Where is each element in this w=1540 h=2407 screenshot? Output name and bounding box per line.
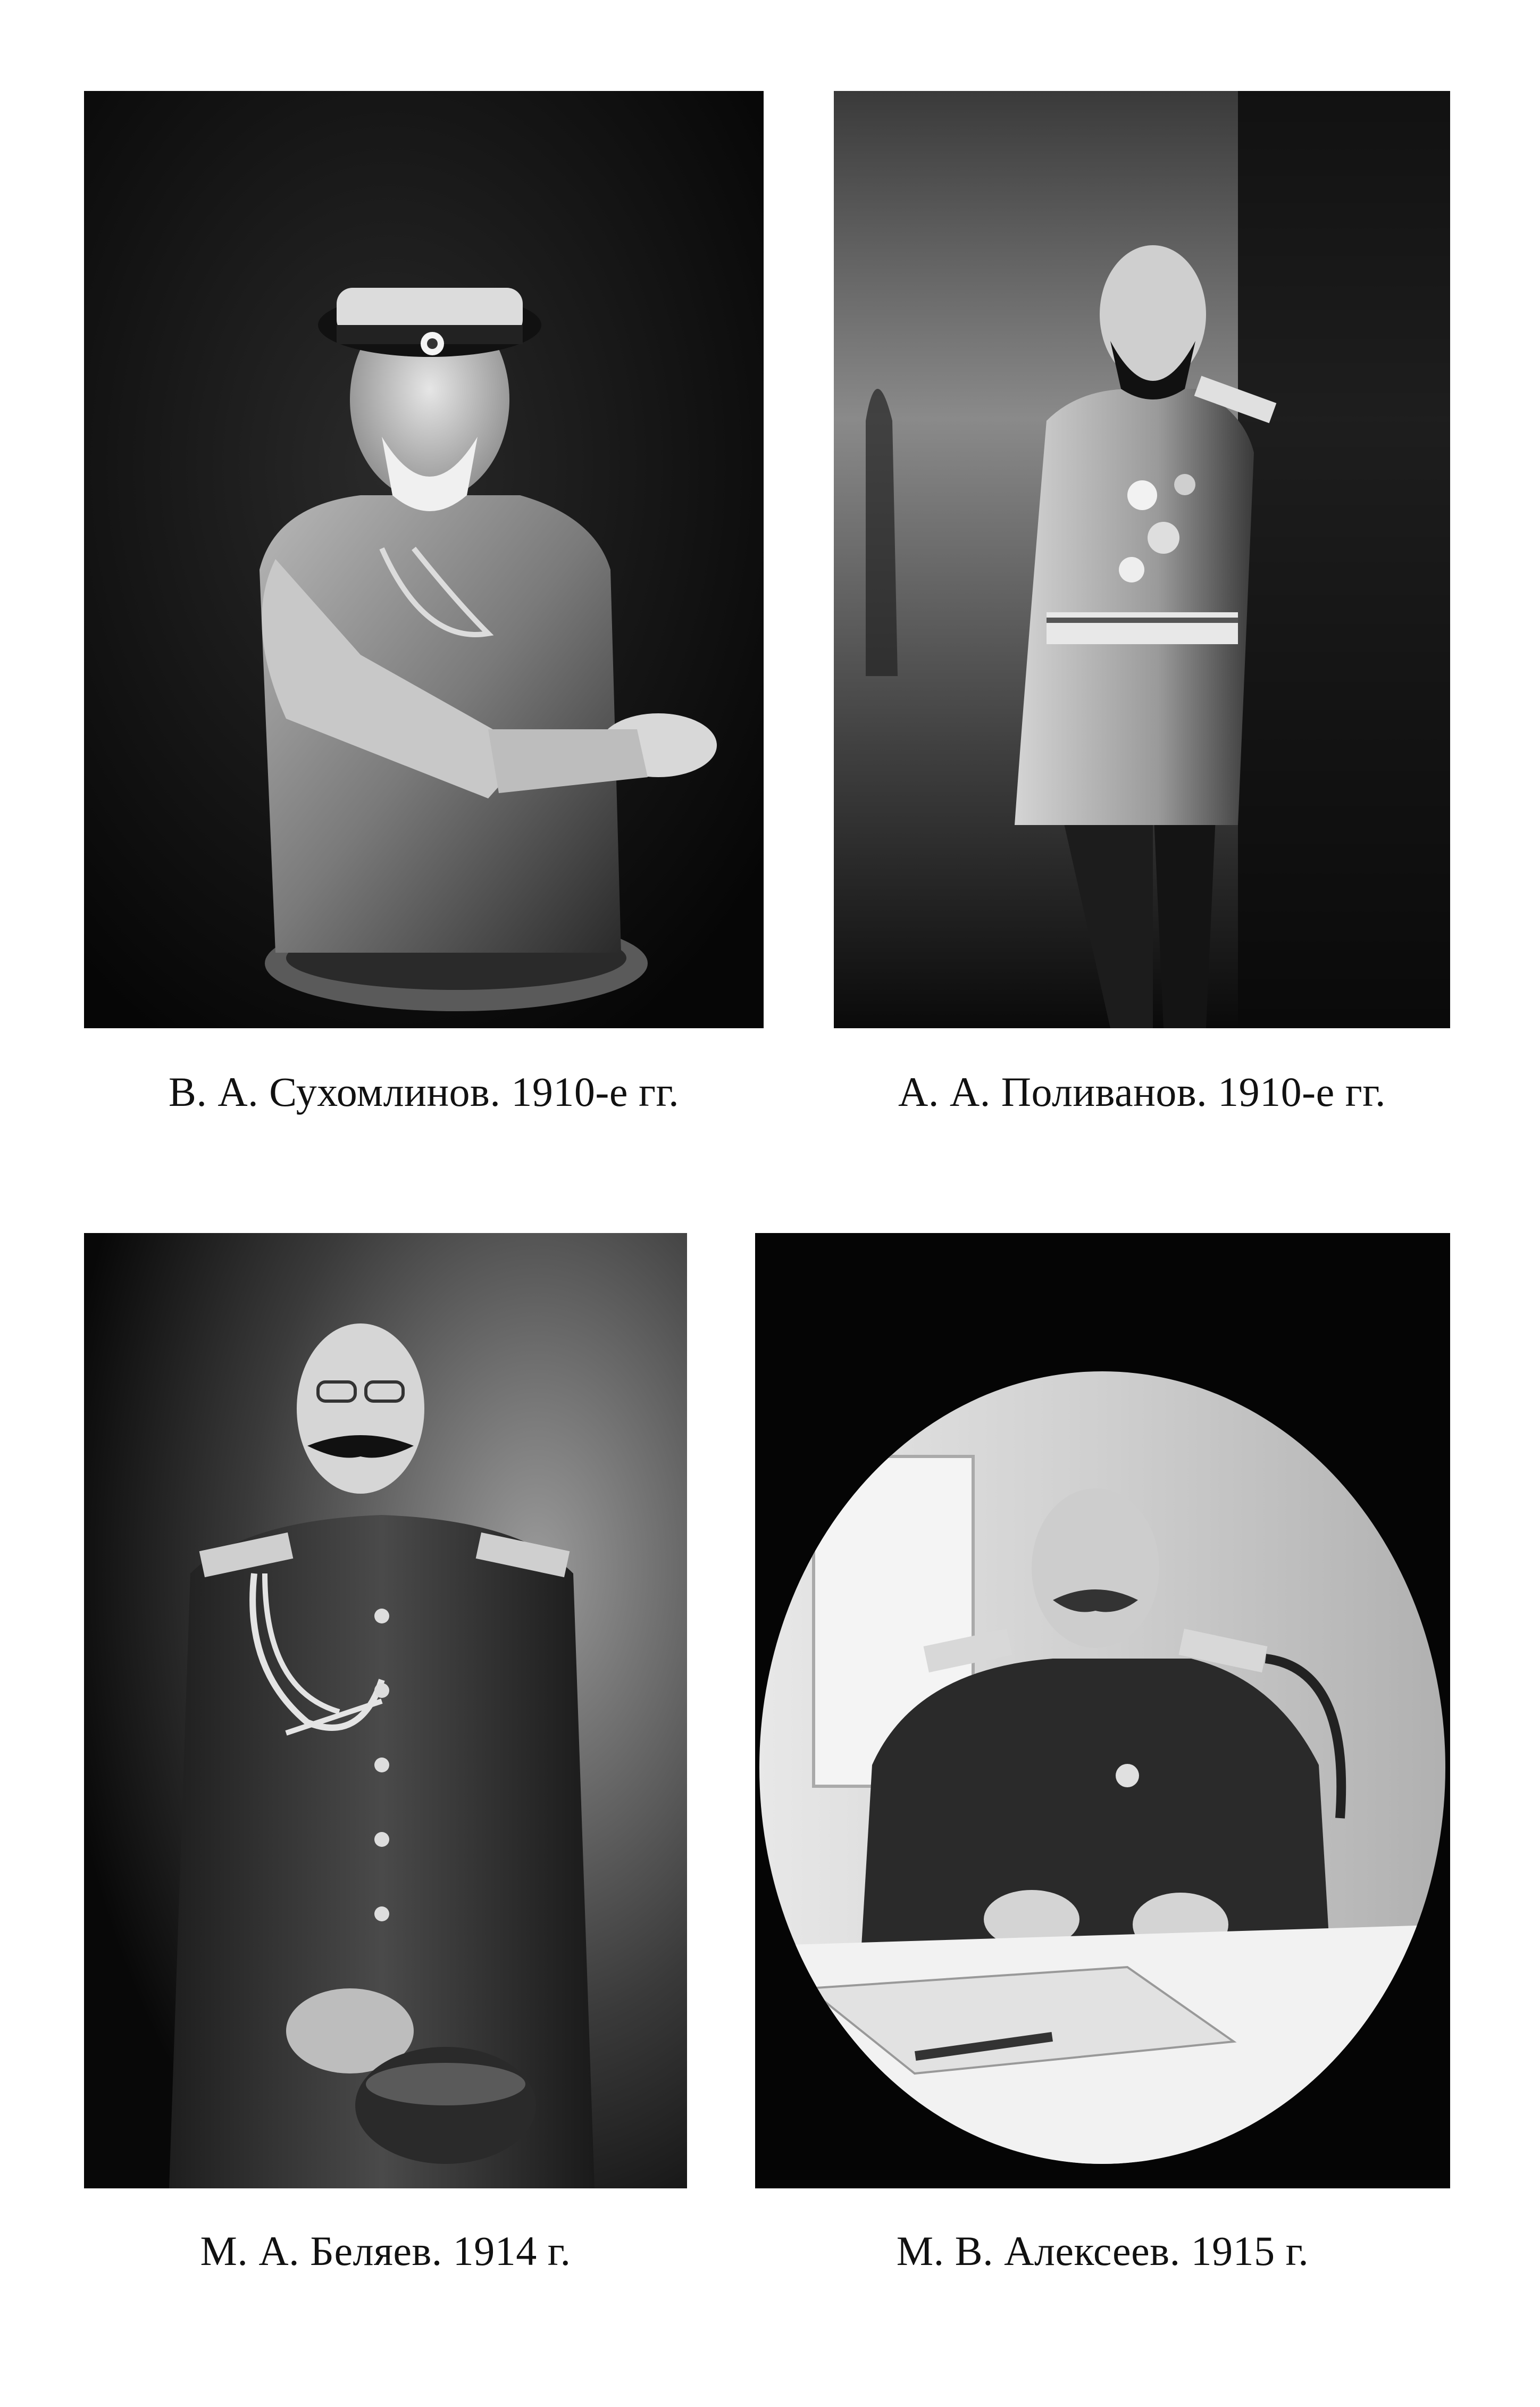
portrait-photo-sukhomlinov <box>84 91 764 1028</box>
photo-caption: М. А. Беляев. 1914 г. <box>200 2228 571 2274</box>
photo-caption: А. А. Поливанов. 1910-е гг. <box>898 1069 1386 1115</box>
portrait-illustration <box>834 91 1450 1028</box>
portrait-photo-alekseev <box>755 1233 1450 2188</box>
portrait-illustration <box>755 1233 1450 2188</box>
portrait-photo-polivanov <box>834 91 1450 1028</box>
photo-caption: В. А. Сухомлинов. 1910-е гг. <box>168 1069 680 1115</box>
portrait-illustration <box>84 91 764 1028</box>
photo-caption: М. В. Алексеев. 1915 г. <box>896 2228 1309 2274</box>
portrait-photo-belyaev <box>84 1233 687 2188</box>
portrait-illustration <box>84 1233 687 2188</box>
